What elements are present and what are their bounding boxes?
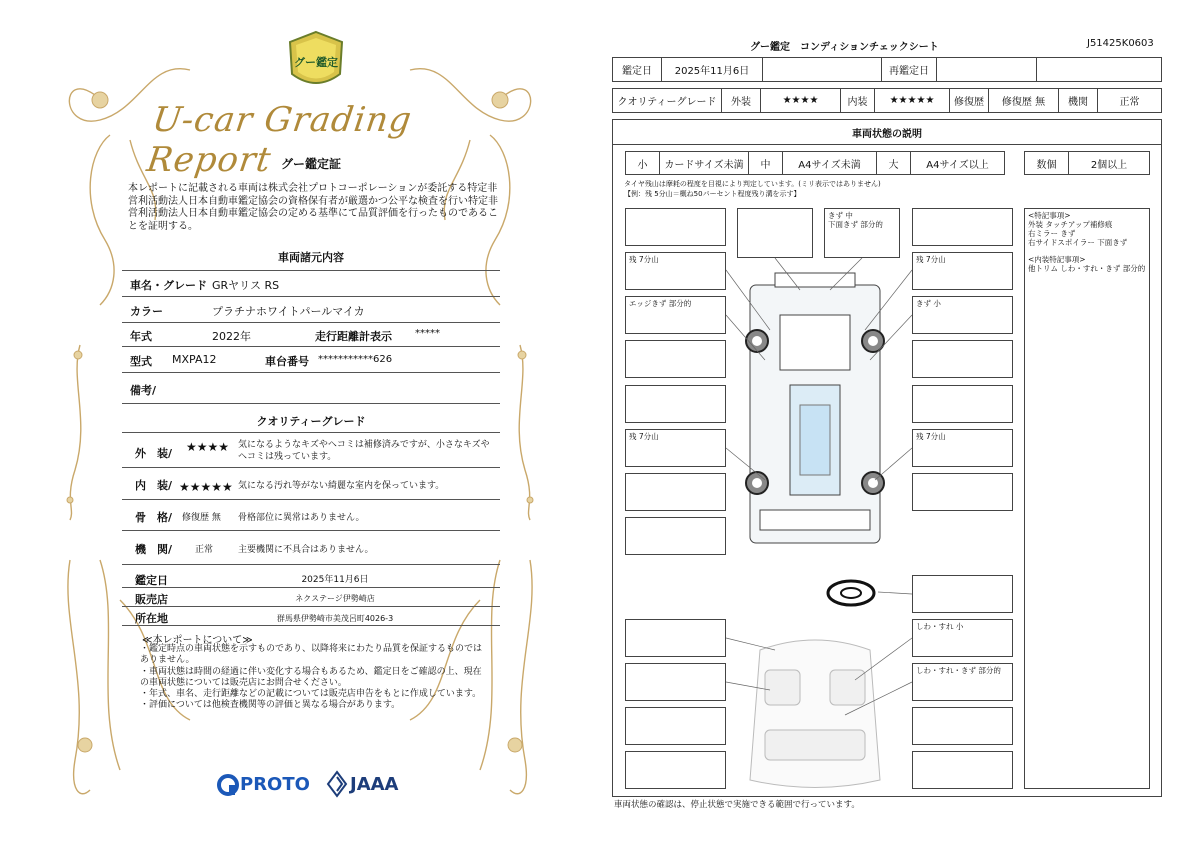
frame-value: 修復歴 無	[182, 513, 221, 523]
mileage-value: *****	[415, 328, 440, 339]
interior-label: 内 装/	[135, 479, 173, 492]
certificate-title: グー鑑定証	[280, 157, 341, 171]
sheet-footer: 車両状態の確認は、停止状態で実施できる範囲で行っています。	[614, 800, 860, 810]
sheet-title: グー鑑定 コンディションチェックシート	[750, 42, 939, 53]
note-box-fr-tire: 残 7分山	[912, 252, 1013, 290]
engine-value: 正常	[1097, 88, 1162, 113]
engine-label: 機関	[1058, 88, 1098, 113]
remarks-label: 備考/	[130, 384, 157, 397]
engine-label: 機 関/	[135, 543, 173, 556]
note-box-top-center: きず 中 下面きず 部分的	[824, 208, 900, 258]
proto-logo-icon	[216, 773, 240, 797]
size-small-desc: カードサイズ未満	[659, 151, 749, 175]
goo-badge-icon	[288, 30, 344, 92]
interior-special-line: 他トリム しわ・すれ・きず 部分的	[1028, 264, 1146, 273]
year-label: 年式	[130, 330, 152, 343]
repair-value: 修復歴 無	[988, 88, 1059, 113]
model-value: MXPA12	[172, 353, 217, 366]
interior-label: 内装	[840, 88, 875, 113]
frame-label: 骨 格/	[135, 511, 173, 524]
interior-special-title: <内装特記事項>	[1028, 255, 1086, 264]
engine-value: 正常	[195, 545, 214, 555]
note-box-rr-tire: 残 7分山	[912, 429, 1013, 467]
exterior-stars: ★★★★	[186, 440, 230, 454]
jaaa-logo-text: JAAA	[350, 774, 399, 795]
address-label: 所在地	[135, 612, 168, 625]
address-value: 群馬県伊勢崎市美茂呂町4026-3	[276, 614, 394, 623]
interior-stars: ★★★★★	[179, 480, 233, 494]
shop-value: ネクステージ伊勢崎店	[295, 594, 375, 603]
certificate-intro: 本レポートに記載される車両は株式会社プロトコーポレーションが委託する特定非営利活動法人日本自動車鑑定協会の資格保有者が厳選かつ公平な検査を行い特定非営利活動法人日本自動車鑑定協会の定める基準にて品質評価を行ったものであることを証明する。	[128, 183, 498, 232]
note-box-right-scratch: きず 小	[912, 296, 1013, 334]
year-value: 2022年	[212, 330, 251, 343]
note-item: ・鑑定時点の車両状態を示すものであり、以降将来にわたり品質を保証するものではありません。	[140, 644, 483, 666]
note-box-interior-2: しわ・すれ・きず 部分的	[912, 663, 1013, 701]
grade-label: クオリティーグレード	[612, 88, 722, 113]
size-medium: 中	[748, 151, 783, 175]
note-item: ・年式、車名、走行距離などの記載については販売店申告をもとに作成しています。	[140, 689, 482, 699]
car-name-value: GRヤリス RS	[212, 279, 280, 292]
special-notes-panel	[1024, 208, 1150, 789]
note-box-rl-tire: 残 7分山	[625, 429, 726, 467]
tire-note-1: タイヤ残山は摩耗の程度を目視により判定しています。(ミリ表示ではありません)	[624, 180, 881, 188]
size-count: 数個	[1024, 151, 1069, 175]
specs-title: 車両諸元内容	[278, 251, 344, 264]
size-medium-desc: A4サイズ未満	[782, 151, 877, 175]
model-label: 型式	[130, 355, 152, 368]
chassis-value: ***********626	[318, 354, 393, 365]
size-count-desc: 2個以上	[1068, 151, 1150, 175]
date-value: 2025年11月6日	[661, 57, 763, 82]
notes-title: ≪本レポートについて≫	[142, 635, 253, 646]
redate-label: 再鑑定日	[881, 57, 937, 82]
jaaa-logo-icon	[326, 770, 348, 798]
interior-text: 気になる汚れ等がない綺麗な室内を保っています。	[238, 481, 445, 491]
repair-label: 修復歴	[949, 88, 989, 113]
report-title: U-car Grading Report	[144, 100, 415, 180]
proto-logo-text: PROTO	[240, 774, 310, 795]
size-small: 小	[625, 151, 660, 175]
quality-title: クオリティーグレード	[256, 415, 366, 428]
date-label: 鑑定日	[135, 574, 168, 587]
svg-text:グー鑑定: グー鑑定	[294, 56, 338, 69]
color-label: カラー	[130, 305, 163, 318]
size-large: 大	[876, 151, 911, 175]
size-large-desc: A4サイズ以上	[910, 151, 1005, 175]
note-box-interior-1: しわ・すれ 小	[912, 619, 1013, 657]
tire-note-2: 【例：残 5分山＝概ね50パーセント程度残り溝を示す】	[624, 190, 801, 198]
note-box-fl-tire: 残 7分山	[625, 252, 726, 290]
car-name-label: 車名・グレード	[130, 279, 207, 292]
engine-text: 主要機関に不具合はありません。	[238, 545, 374, 555]
special-line: 右ミラー きず	[1028, 229, 1076, 238]
exterior-stars: ★★★★	[760, 88, 841, 113]
condition-check-sheet	[600, 0, 1200, 848]
color-value: プラチナホワイトパールマイカ	[212, 305, 365, 318]
shop-label: 販売店	[135, 593, 168, 606]
chassis-label: 車台番号	[265, 355, 309, 368]
interior-stars: ★★★★★	[874, 88, 950, 113]
doc-id: J51425K0603	[1087, 38, 1154, 49]
exterior-label: 外装	[721, 88, 761, 113]
notes-list	[140, 644, 490, 712]
note-item: ・評価については他検査機関等の評価と異なる場合があります。	[140, 700, 401, 711]
exterior-label: 外 装/	[135, 447, 173, 460]
date-value: 2025年11月6日	[301, 575, 369, 585]
special-title: <特記事項>	[1028, 211, 1071, 220]
frame-text: 骨格部位に異常はありません。	[238, 513, 365, 523]
note-item: ・車両状態は時間の経過に伴い変化する場合もあるため、鑑定日をご確認の上、現在の車両状態については販売店にお問合せください。	[140, 666, 482, 688]
section-title: 車両状態の説明	[612, 119, 1162, 145]
date-label: 鑑定日	[612, 57, 662, 82]
special-line: 外装 タッチアップ補修痕	[1028, 220, 1113, 229]
mileage-label: 走行距離計表示	[315, 330, 392, 343]
special-line: 右サイドスポイラー 下面きず	[1028, 238, 1128, 247]
exterior-text: 気になるようなキズやヘコミは補修済みですが、小さなキズやヘコミは残っています。	[238, 440, 490, 462]
note-box-left-edge: エッジきず 部分的	[625, 296, 726, 334]
